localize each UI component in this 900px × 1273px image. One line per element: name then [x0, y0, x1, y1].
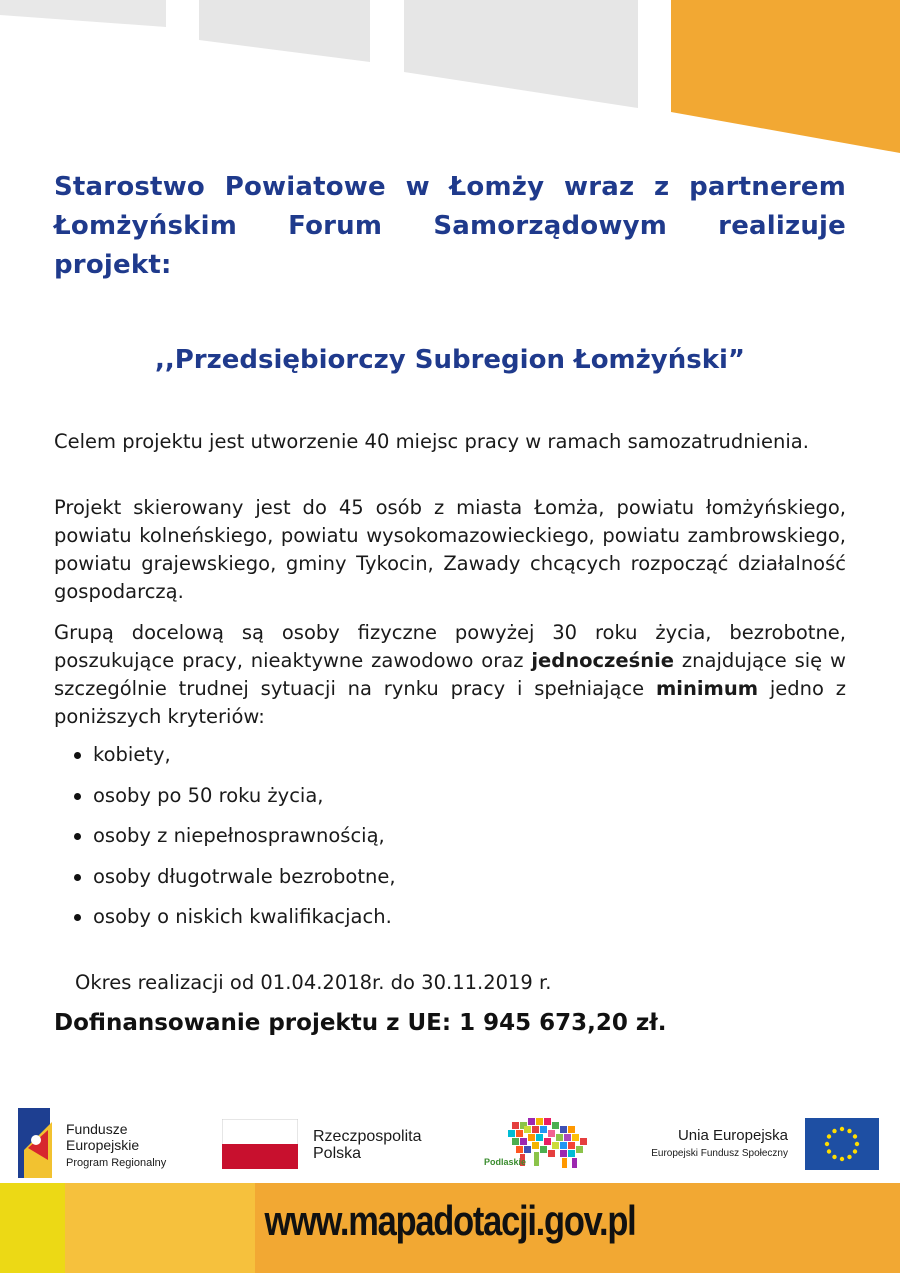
bullet-icon [74, 914, 81, 921]
list-item [70, 821, 396, 862]
ue-line-2: Europejski Fundusz Społeczny [651, 1148, 788, 1159]
eu-star-icon [853, 1149, 857, 1153]
project-title: ,,Przedsiębiorczy Subregion Łomżyński” [154, 345, 746, 375]
realization-period: Okres realizacji od 01.04.2018r. do 30.11.2019 r. [75, 971, 552, 994]
list-item [70, 781, 396, 822]
heading: Starostwo Powiatowe w Łomży wraz z partnerem Łomżyńskim Forum Samorządowym realizuje projekt: [54, 172, 846, 280]
list-item [70, 902, 396, 943]
gray-panel-2 [199, 0, 370, 62]
rp-line-2: Polska [313, 1145, 362, 1162]
eu-star-icon [847, 1155, 851, 1159]
eu-star-icon [832, 1155, 836, 1159]
eu-star-icon [840, 1127, 844, 1131]
fe-line-3: Program Regionalny [66, 1157, 167, 1169]
list-item-label: osoby z niepełnosprawnością, [93, 824, 385, 847]
eu-star-icon [832, 1129, 836, 1133]
eu-star-icon [855, 1142, 859, 1146]
eu-star-icon [827, 1134, 831, 1138]
goal-paragraph: Celem projektu jest utworzenie 40 miejsc pracy w ramach samozatrudnienia. [54, 430, 809, 453]
list-item [70, 740, 396, 781]
rzeczpospolita-text [313, 1128, 422, 1162]
gray-panel-3 [404, 0, 638, 108]
eu-star-icon [825, 1142, 829, 1146]
fe-line-1: Fundusze [66, 1121, 128, 1137]
bullet-icon [74, 793, 81, 800]
eu-star-icon [853, 1134, 857, 1138]
eu-star-icon [827, 1149, 831, 1153]
podlaskie-text: Podlaskie [484, 1157, 527, 1167]
polish-flag-icon [222, 1119, 298, 1169]
bullet-icon [74, 874, 81, 881]
criteria-text-2: znajdujące się w szczególnie trudnej sytuacji na rynku pracy i spełniające [54, 649, 847, 700]
fundusze-europejskie-logo-icon [18, 1108, 58, 1178]
criteria-text-1: Grupą docelową są osoby fizyczne powyżej 30 roku życia, bezrobotne, poszukujące pracy, nieaktywne zawodowo oraz [54, 621, 846, 672]
eu-star-icon [840, 1157, 844, 1161]
gray-panel-1 [0, 0, 166, 27]
criteria-bold-1: jednocześnie [531, 649, 675, 672]
list-item-label: osoby długotrwale bezrobotne, [93, 864, 396, 888]
criteria-paragraph [54, 619, 846, 731]
bullet-icon [74, 752, 81, 759]
unia-europejska-text [620, 1127, 788, 1161]
bullet-icon [74, 833, 81, 840]
rp-line-1: Rzeczpospolita [313, 1128, 422, 1145]
criteria-bold-2: minimum [655, 677, 759, 700]
list-item-label: osoby po 50 roku życia, [93, 783, 324, 807]
orange-panel [671, 0, 900, 153]
funding-amount: Dofinansowanie projektu z UE: 1 945 673,20 zł. [54, 1010, 667, 1036]
fundusze-europejskie-text [66, 1121, 166, 1171]
list-item-label: osoby o niskich kwalifikacjach. [93, 905, 392, 928]
target-paragraph: Projekt skierowany jest do 45 osób z miasta Łomża, powiatu łomżyńskiego, powiatu kolneńskiego, powiatu wysokomazowieckiego, powiatu zambrowskiego, powiatu grajewskiego, gminy Tykocin, Zawady chcących rozpocząć działalność gospodarczą. [54, 496, 846, 603]
list-item-label: kobiety, [93, 743, 171, 766]
eu-star-icon [847, 1129, 851, 1133]
footer-url[interactable]: www.mapadotacji.gov.pl [264, 1197, 636, 1244]
fe-line-2: Europejskie [66, 1137, 140, 1153]
list-item [70, 862, 396, 903]
top-decoration [0, 0, 900, 160]
footer-yellow-block [0, 1183, 65, 1273]
ue-line-1: Unia Europejska [677, 1127, 788, 1144]
eu-flag-icon [805, 1118, 879, 1170]
criteria-list [70, 740, 396, 943]
criteria-text-3: jedno z poniższych kryteriów: [54, 677, 846, 728]
